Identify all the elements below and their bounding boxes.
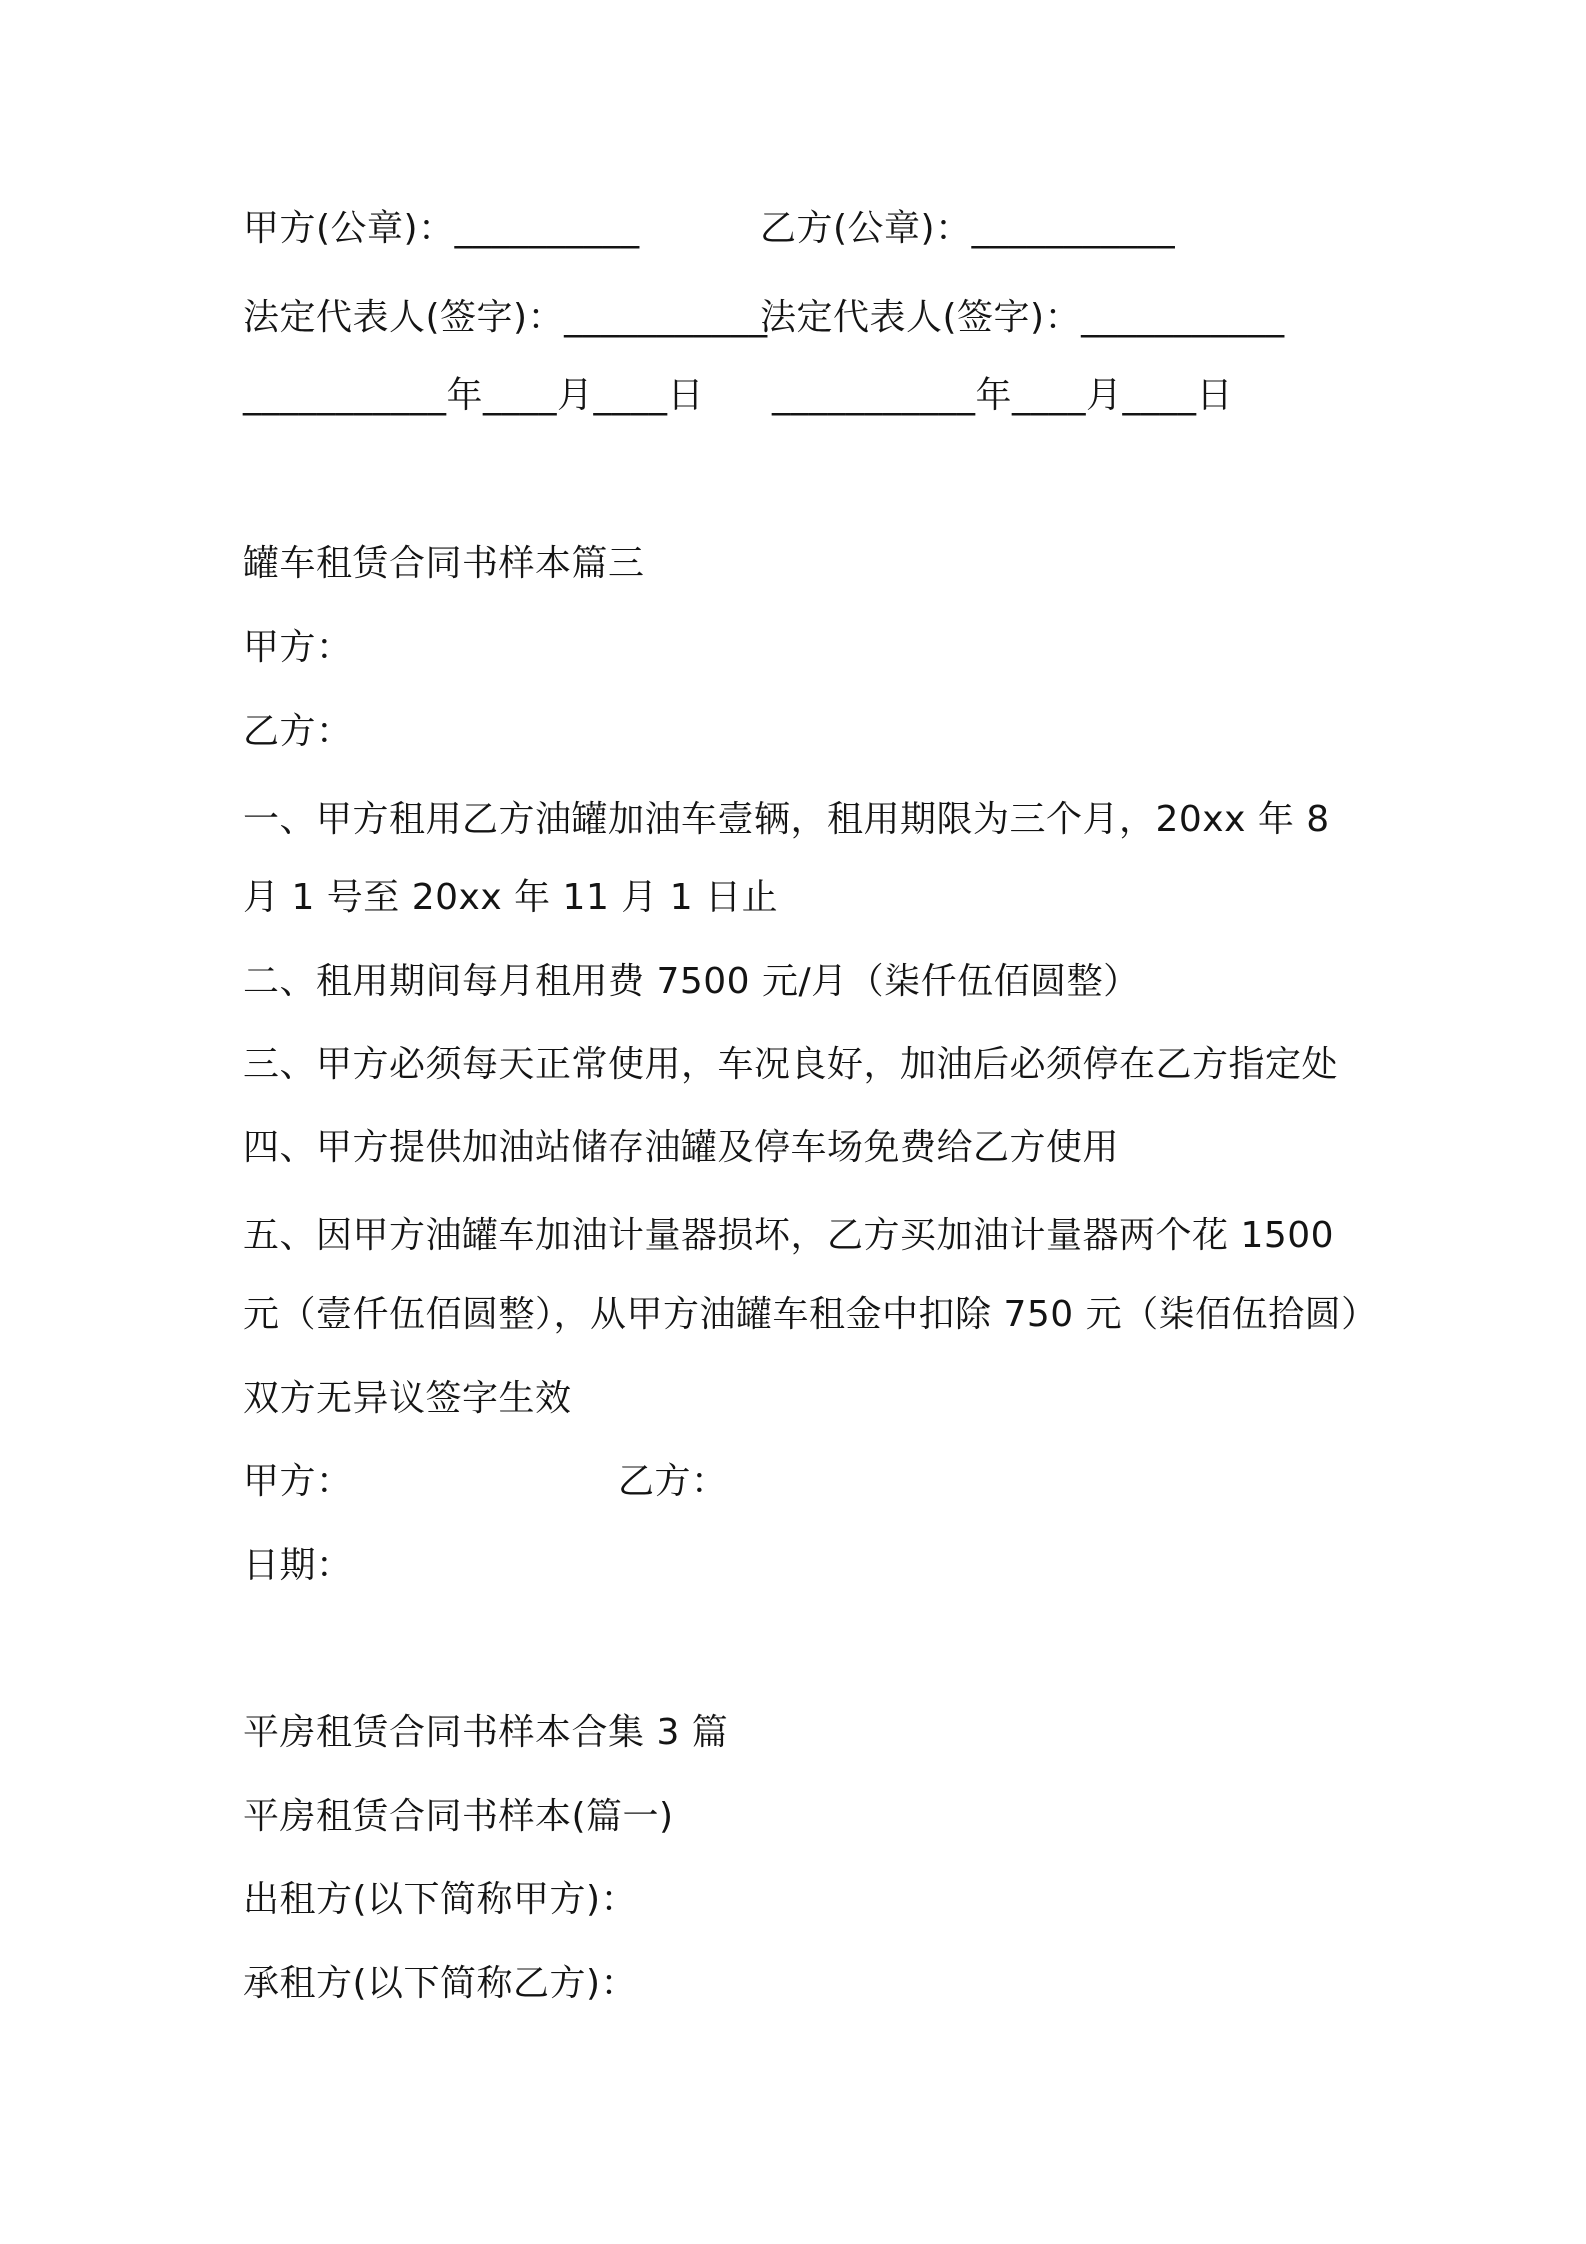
collection-subtitle: 平房租赁合同书样本(篇一) (243, 1796, 674, 1837)
party-b-seal-line: 乙方(公章)：___________ (760, 208, 1176, 249)
party-a-label: 甲方： (243, 627, 353, 668)
sign-party-b: 乙方： (618, 1461, 728, 1502)
clause-2: 二、租用期间每月租用费 7500 元/月（柒仟伍佰圆整） (243, 961, 1140, 1002)
legal-rep-a-line: 法定代表人(签字)：___________ (243, 297, 768, 338)
clause-5-line-1: 五、因甲方油罐车加油计量器损坏，乙方买加油计量器两个花 1500 (243, 1215, 1335, 1256)
lessee-label: 承租方(以下简称乙方)： (243, 1963, 638, 2004)
clause-5-line-2: 元（壹仟伍佰圆整），从甲方油罐车租金中扣除 750 元（柒佰伍拾圆） (243, 1294, 1378, 1335)
legal-rep-b-line: 法定代表人(签字)：___________ (760, 297, 1285, 338)
clause-1-line-2: 月 1 号至 20xx 年 11 月 1 日止 (243, 877, 779, 918)
collection-title: 平房租赁合同书样本合集 3 篇 (243, 1712, 729, 1753)
clause-1-line-1: 一、甲方租用乙方油罐加油车壹辆，租用期限为三个月，20xx 年 8 (243, 799, 1330, 840)
sign-party-a: 甲方： (243, 1461, 353, 1502)
party-a-seal-line: 甲方(公章)：__________ (243, 208, 640, 249)
date-b-line: ___________年____月____日 (772, 375, 1233, 416)
effective-statement: 双方无异议签字生效 (243, 1378, 572, 1419)
clause-3: 三、甲方必须每天正常使用，车况良好，加油后必须停在乙方指定处 (243, 1044, 1339, 1085)
date-a-line: ___________年____月____日 (243, 375, 704, 416)
clause-4: 四、甲方提供加油站储存油罐及停车场免费给乙方使用 (243, 1127, 1120, 1168)
section-title: 罐车租赁合同书样本篇三 (243, 543, 645, 584)
party-b-label: 乙方： (243, 711, 353, 752)
date-label: 日期： (243, 1545, 353, 1586)
lessor-label: 出租方(以下简称甲方)： (243, 1879, 638, 1920)
